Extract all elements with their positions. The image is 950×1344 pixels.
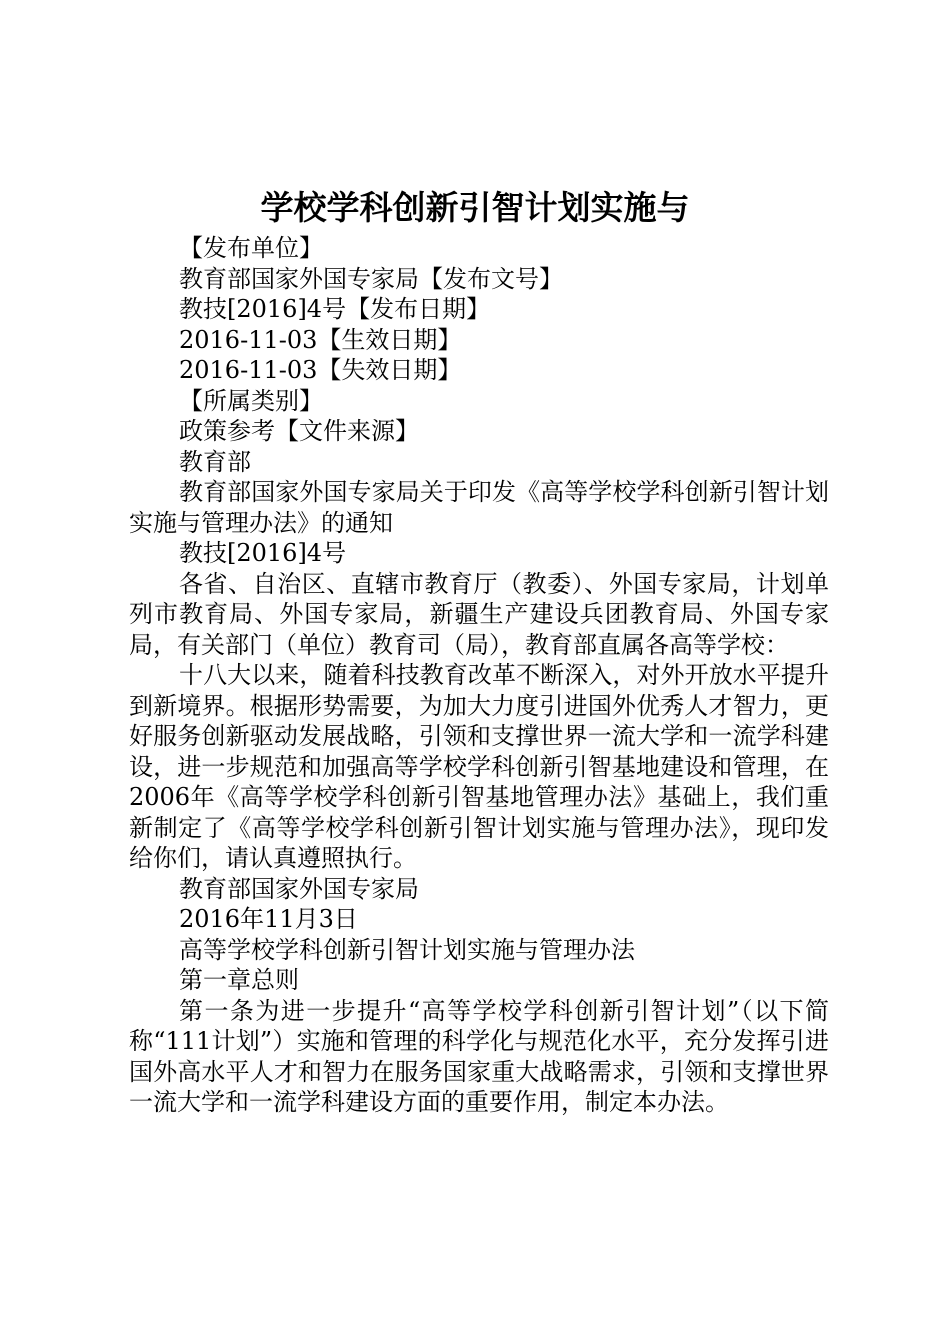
paragraph-recipients: 各省、自治区、直辖市教育厅（教委）、外国专家局，计划单列市教育局、外国专家局，新疆生产建设兵团教育局、外国专家局，有关部门（单位）教育司（局），教育部直属各高等学校：: [129, 569, 829, 659]
paragraph-issue-date: 2016-11-03【生效日期】: [179, 325, 462, 354]
paragraph-measures-title: 高等学校学科创新引智计划实施与管理办法: [179, 935, 635, 964]
paragraph-issuer-label: 【发布单位】: [179, 234, 323, 262]
paragraph-notice-title: 教育部国家外国专家局关于印发《高等学校学科创新引智计划实施与管理办法》的通知: [129, 478, 829, 537]
document-body: [129, 233, 829, 1118]
document-title: 学校学科创新引智计划实施与: [260, 188, 690, 227]
paragraph-doc-number: 教技[2016]4号【发布日期】: [179, 295, 491, 323]
paragraph-effective-date: 2016-11-03【失效日期】: [179, 356, 462, 384]
paragraph-issuer: 教育部国家外国专家局【发布文号】: [179, 264, 563, 293]
paragraph-signature: 教育部国家外国专家局: [179, 874, 419, 903]
paragraph-signature-date: 2016年11月3日: [179, 905, 358, 933]
paragraph-category-label: 【所属类别】: [179, 386, 323, 415]
paragraph-chapter-heading: 第一章总则: [179, 966, 299, 994]
paragraph-notice-body: 十八大以来，随着科技教育改革不断深入，对外开放水平提升到新境界。根据形势需要，为加大力度引进国外优秀人才智力，更好服务创新驱动发展战略，引领和支撑世界一流大学和一流学科建设，进一步规范和加强高等学校学科创新引智基地建设和管理，在2006年《高等学校学科创新引智基地管理办法》基础上，我们重新制定了《高等学校学科创新引智计划实施与管理办法》，现印发给你们，请认真遵照执行。: [129, 661, 829, 872]
paragraph-article-one: 第一条为进一步提升“高等学校学科创新引智计划”（以下简称“111计划”）实施和管理的科学化与规范化水平，充分发挥引进国外高水平人才和智力在服务国家重大战略需求，引领和支撑世界一流大学和一流学科建设方面的重要作用，制定本办法。: [129, 996, 829, 1116]
paragraph-category: 政策参考【文件来源】: [179, 417, 419, 445]
paragraph-notice-number: 教技[2016]4号: [179, 539, 347, 567]
paragraph-source: 教育部: [179, 447, 251, 476]
